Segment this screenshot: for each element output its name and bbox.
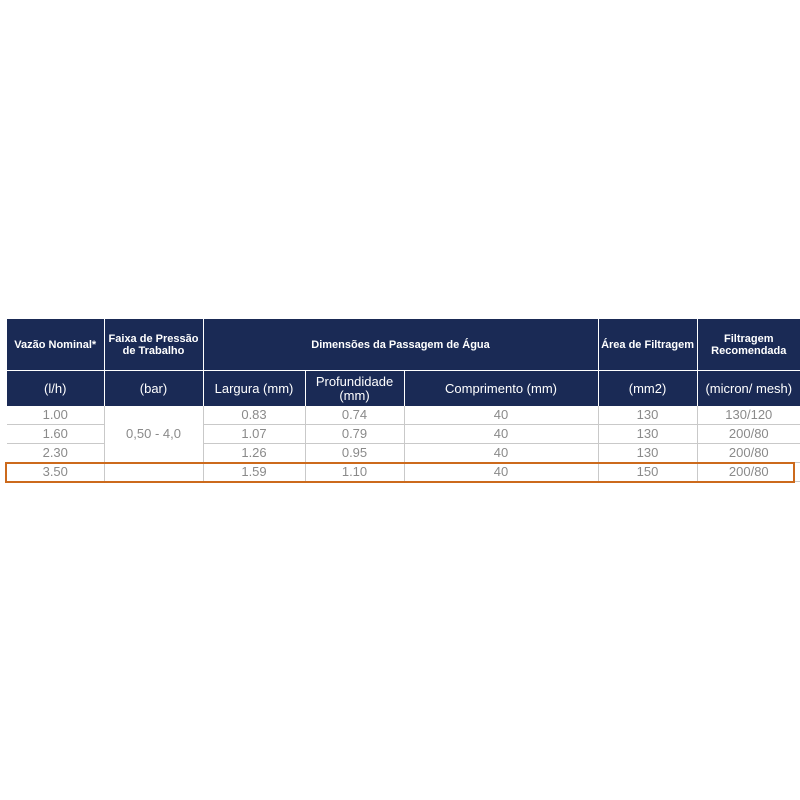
cell-vazao: 1.60	[7, 425, 104, 444]
cell-pressure-empty	[104, 463, 203, 482]
header-filtragem: Filtragem Recomendada	[697, 319, 800, 371]
cell-filtragem: 200/80	[697, 444, 800, 463]
cell-profundidade: 0.74	[305, 406, 404, 425]
table-row-highlighted	[7, 463, 800, 482]
cell-comprimento: 40	[404, 463, 598, 482]
cell-largura: 1.07	[203, 425, 305, 444]
unit-faixa: (bar)	[104, 371, 203, 407]
cell-comprimento: 40	[404, 444, 598, 463]
cell-area: 130	[598, 406, 697, 425]
cell-largura: 0.83	[203, 406, 305, 425]
header-row-units	[7, 371, 800, 407]
cell-filtragem: 200/80	[697, 425, 800, 444]
table-row	[7, 406, 800, 425]
cell-profundidade: 1.10	[305, 463, 404, 482]
cell-vazao: 3.50	[7, 463, 104, 482]
cell-largura: 1.59	[203, 463, 305, 482]
cell-largura: 1.26	[203, 444, 305, 463]
cell-profundidade: 0.79	[305, 425, 404, 444]
unit-profundidade: Profundidade (mm)	[305, 371, 404, 407]
cell-area: 130	[598, 425, 697, 444]
unit-area: (mm2)	[598, 371, 697, 407]
cell-pressure-range: 0,50 - 4,0	[104, 406, 203, 463]
header-dimensoes: Dimensões da Passagem de Água	[203, 319, 598, 371]
cell-area: 150	[598, 463, 697, 482]
cell-area: 130	[598, 444, 697, 463]
unit-filtragem: (micron/ mesh)	[697, 371, 800, 407]
cell-profundidade: 0.95	[305, 444, 404, 463]
cell-filtragem: 200/80	[697, 463, 800, 482]
cell-comprimento: 40	[404, 406, 598, 425]
unit-comprimento: Comprimento (mm)	[404, 371, 598, 407]
cell-filtragem: 130/120	[697, 406, 800, 425]
unit-vazao: (l/h)	[7, 371, 104, 407]
unit-largura: Largura (mm)	[203, 371, 305, 407]
cell-comprimento: 40	[404, 425, 598, 444]
header-vazao: Vazão Nominal*	[7, 319, 104, 371]
header-row-titles	[7, 319, 800, 371]
cell-vazao: 2.30	[7, 444, 104, 463]
cell-vazao: 1.00	[7, 406, 104, 425]
header-faixa: Faixa de Pressão de Trabalho	[104, 319, 203, 371]
header-area: Área de Filtragem	[598, 319, 697, 371]
specs-table	[7, 319, 800, 482]
specs-table-container	[7, 319, 800, 482]
